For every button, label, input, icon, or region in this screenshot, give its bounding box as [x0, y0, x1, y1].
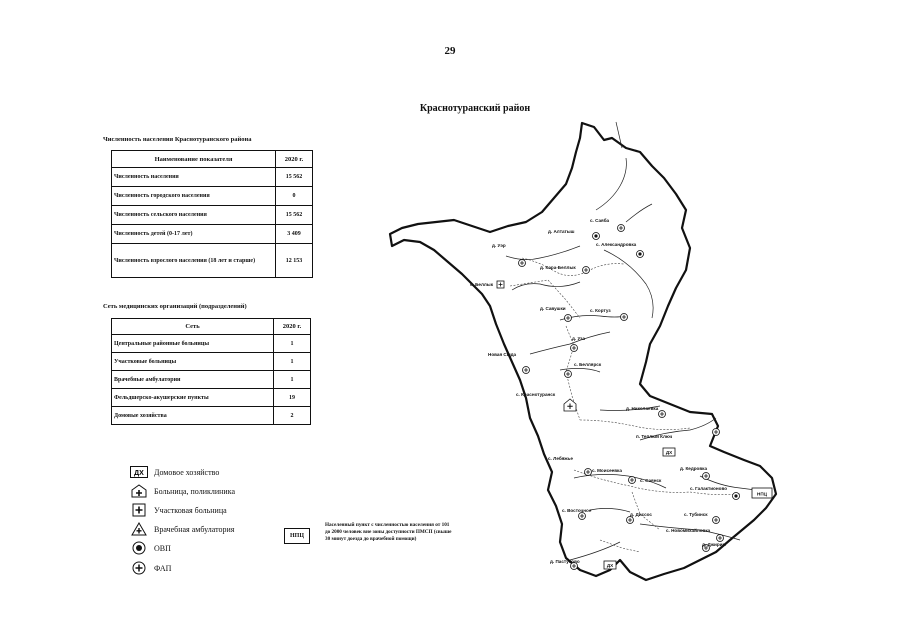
settlement-label: с. Моисеевка	[592, 468, 622, 473]
settlement-label: д. Кара-Беллык	[540, 265, 576, 270]
ovp-icon	[593, 233, 600, 240]
fap-icon	[565, 315, 572, 322]
table-header-row	[112, 319, 311, 335]
row-value: 19	[274, 389, 311, 407]
table-row	[112, 389, 311, 407]
medical-network-table	[111, 318, 311, 425]
row-label: Численность населения	[112, 168, 276, 187]
fap-icon	[618, 225, 625, 232]
svg-text:ДХ: ДХ	[606, 563, 614, 568]
fap-icon	[659, 411, 666, 418]
fap-icon	[519, 260, 526, 267]
settlement-label: д. Николаевка	[626, 406, 659, 411]
legend-item	[130, 522, 234, 536]
settlement-label: с. Саяба	[590, 218, 610, 223]
row-value: 0	[276, 187, 313, 206]
legend-label: Больница, поликлиника	[154, 486, 236, 496]
settlement-label: с. Беллык	[470, 282, 494, 287]
fap-icon	[571, 345, 578, 352]
column-header: 2020 г.	[274, 319, 311, 335]
table-header-row	[112, 151, 313, 168]
fap-icon	[565, 371, 572, 378]
legend-label: ОВП	[154, 543, 171, 553]
district-hospital-icon	[497, 281, 504, 288]
legend-item	[130, 541, 171, 555]
row-value: 1	[274, 371, 311, 389]
settlement-label: д. Уэр	[492, 243, 506, 248]
column-header: Сеть	[112, 319, 274, 335]
table-row	[112, 335, 311, 353]
fap-icon	[703, 473, 710, 480]
fap-icon	[523, 367, 530, 374]
row-label: Участковые больницы	[112, 353, 274, 371]
household-box-icon	[604, 561, 616, 569]
settlement-label: с. Новомихайловка	[666, 528, 711, 533]
row-label: Врачебные амбулатории	[112, 371, 274, 389]
svg-text:НПЦ: НПЦ	[757, 491, 767, 497]
row-label: Численность городского населения	[112, 187, 276, 206]
medical-table-title: Сеть медицинских организаций (подразделений)	[103, 303, 247, 310]
settlement-label: с. Краснотуранск	[516, 392, 556, 397]
settlement-label: с. Тубинск	[684, 512, 708, 517]
settlement-label: с. Саянск	[640, 478, 662, 483]
svg-text:ДХ: ДХ	[134, 470, 144, 477]
ovp-icon	[733, 493, 740, 500]
settlement-label: с. Лебяжье	[548, 456, 573, 461]
row-label: Численность взрослого населения (18 лет и старше)	[112, 244, 276, 278]
household-box-icon	[663, 448, 675, 456]
fap-icon	[717, 535, 724, 542]
fap-icon	[713, 429, 720, 436]
column-header: 2020 г.	[276, 151, 313, 168]
row-value: 1	[274, 335, 311, 353]
settlement-label: п. Теплый Ключ	[636, 434, 673, 439]
table-row	[112, 353, 311, 371]
table-row	[112, 244, 313, 278]
fap-icon	[627, 517, 634, 524]
settlement-label: д. Алтатыш	[548, 229, 575, 234]
ovp-circle-icon	[130, 541, 148, 555]
row-value: 12 153	[276, 244, 313, 278]
table-row	[112, 168, 313, 187]
district-map	[380, 115, 800, 590]
legend-label: ФАП	[154, 563, 172, 573]
settlement-label: д. Савушки	[540, 306, 566, 311]
row-value: 3 409	[276, 225, 313, 244]
npc-legend-text: Населенный пункт с численностью населения от 101 до 2000 человек вне зоны доступности ПМСП (свыше 30 минут доезда до врачебной помощи)	[325, 522, 452, 542]
svg-text:ДХ: ДХ	[665, 450, 673, 455]
district-hospital-icon	[130, 503, 148, 517]
ambulatory-triangle-icon	[130, 522, 148, 536]
table-row	[112, 371, 311, 389]
settlement-label: д. Диссос	[630, 512, 652, 517]
legend-item	[130, 561, 171, 575]
map-title: Краснотуранский район	[419, 103, 531, 114]
row-label: Численность детей (0-17 лет)	[112, 225, 276, 244]
row-label: Численность сельского населения	[112, 206, 276, 225]
settlement-label: с. Александровка	[596, 242, 637, 247]
settlement-label: с. Галактионово	[690, 486, 728, 491]
legend-item	[130, 465, 219, 479]
household-box-icon	[130, 465, 148, 479]
row-value: 15 562	[276, 168, 313, 187]
table-row	[112, 407, 311, 425]
table-row	[112, 206, 313, 225]
legend-label: Врачебная амбулатория	[154, 524, 235, 534]
settlement-label: Новая Сыда	[488, 352, 517, 357]
row-label: Домовые хозяйства	[112, 407, 274, 425]
fap-icon	[629, 477, 636, 484]
fap-icon	[585, 469, 592, 476]
population-table-title: Численность населения Краснотуранского района	[103, 136, 252, 143]
npc-box-icon	[752, 488, 772, 498]
row-value: 1	[274, 353, 311, 371]
settlement-label: д. Пастухово	[550, 559, 580, 564]
npc-legend-box: НПЦ	[284, 528, 310, 544]
row-value: 2	[274, 407, 311, 425]
legend-label: Домовое хозяйство	[154, 467, 220, 477]
settlement-label: с. Восточное	[562, 508, 592, 513]
settlement-label: д. Кедровка	[680, 466, 708, 471]
fap-icon	[621, 314, 628, 321]
table-row	[112, 225, 313, 244]
page-number: 29	[444, 45, 456, 57]
legend-item	[130, 484, 235, 498]
row-label: Фельдшерско-акушерские пункты	[112, 389, 274, 407]
fap-icon	[579, 513, 586, 520]
fap-icon	[583, 267, 590, 274]
legend-label: Участковая больница	[154, 505, 227, 515]
ovp-icon	[637, 251, 644, 258]
row-label: Центральные районные больницы	[112, 335, 274, 353]
fap-icon	[713, 517, 720, 524]
row-value: 15 562	[276, 206, 313, 225]
population-table	[111, 150, 313, 278]
settlement-label: с. Кортуз	[590, 308, 611, 313]
settlement-label: д. Уза	[572, 336, 585, 341]
fap-circle-icon	[130, 561, 148, 575]
settlement-label: с. Беллярск	[574, 362, 602, 367]
legend-item	[130, 503, 227, 517]
settlement-label: д. Джирим	[702, 542, 726, 547]
column-header: Наименование показателя	[112, 151, 276, 168]
table-row	[112, 187, 313, 206]
hospital-house-icon	[130, 484, 148, 498]
